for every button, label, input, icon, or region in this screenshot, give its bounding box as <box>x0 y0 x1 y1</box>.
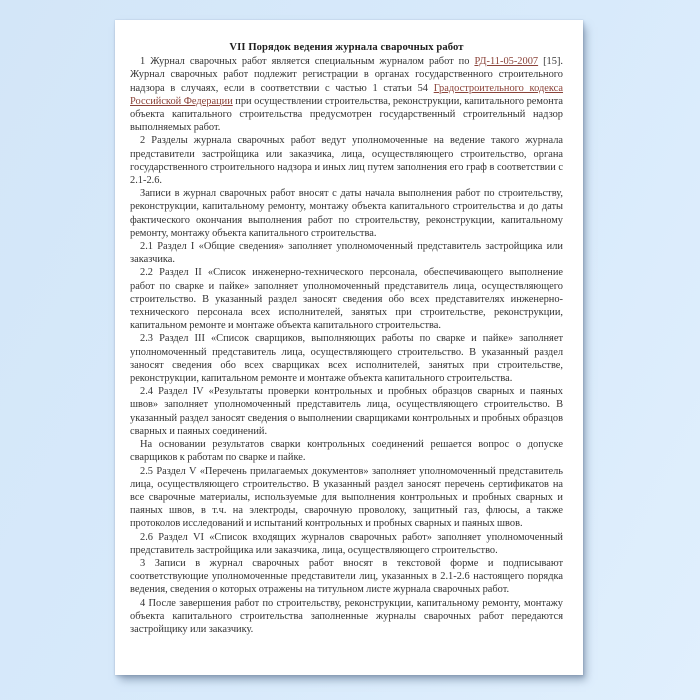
document-page <box>115 20 583 675</box>
paragraph <box>130 187 563 240</box>
paragraph-text: Записи в журнал сварочных работ вносят с даты начала выполнения работ по строительству, реконструкции, капитальному ремонту, монтажу объекта капитального строительства и до даты фактического окончания выполнения работ по строительству, реконструкции, капитальному ремонту, монтажу объекта капитального строительства. <box>130 188 563 239</box>
paragraph <box>130 385 563 438</box>
paragraph-text: 2.1 Раздел I «Общие сведения» заполняет уполномоченный представитель застройщика или заказчика. <box>130 241 563 266</box>
paragraph-text: при осуществлении строительства, реконструкции, капитального ремонта объекта капитального строительства предусмотрен государственный строительный надзор выполняемых работ. <box>130 95 563 134</box>
paragraph-text: 1 Журнал сварочных работ является специальным журналом работ по <box>140 56 475 68</box>
paragraph-text: 2.5 Раздел V «Перечень прилагаемых документов» заполняет уполномоченный представитель лица, осуществляющего строительство. В указанный раздел заносят перечень сертификатов на все сварочные материалы, используемые для выполнения контрольных и пробных сварных и паяных швов, в т.ч. на электроды, сварочную проволоку, защитный газ, флюсы, а также протоколов исследований и испытаний контрольных и пробных сварных и паяных швов. <box>130 465 563 530</box>
paragraph-text: 2.3 Раздел III «Список сварщиков, выполняющих работы по сварке и пайке» заполняет уполномоченный представитель лица, осуществляющего строительство. В указанный раздел заносят сведения обо всех сварщиках всех исполнителей, занятых при строительстве, реконструкции, капитальном ремонте и монтаже объекта капитального строительства. <box>130 333 563 385</box>
paragraph <box>130 438 563 464</box>
paragraph <box>130 266 563 332</box>
paragraph-text: 2.6 Раздел VI «Список входящих журналов сварочных работ» заполняет уполномоченный представитель застройщика или заказчика, лица, осуществляющего строительство. <box>130 531 563 556</box>
paragraph <box>130 531 563 557</box>
paragraph-text: 2.4 Раздел IV «Результаты проверки контрольных и пробных образцов сварных и паяных швов» заполняет уполномоченный представитель лица, осуществляющего строительство. В указанный раздел заносят сведения о выполнении сварщиками контрольных и пробных образцов сварных и паяных соединений. <box>130 386 563 437</box>
paragraph <box>130 465 563 531</box>
link-rd-11-05-2007[interactable]: РД-11-05-2007 <box>474 56 539 68</box>
paragraph-text: 2 Разделы журнала сварочных работ ведут уполномоченные на ведение такого журнала представители застройщика или заказчика, лица, осуществляющего строительство, органа государственного строительного надзора и иных лиц путем заполнения его граф в соответствии с 2.1-2.6. <box>130 135 563 187</box>
paragraph <box>130 332 563 385</box>
paragraph <box>130 134 563 187</box>
paragraph-text: 3 Записи в журнал сварочных работ вносят в текстовой форме и подписывают соответствующие уполномоченные представители лиц, указанных в 2.1-2.6 настоящего порядка ведения, сведения о которых отражены на титульном листе журнала сварочных работ. <box>130 557 563 596</box>
paragraph <box>130 240 563 266</box>
link-gradostroitelny-kodeks[interactable]: Градостроительного кодекса Российской Федерации <box>130 82 564 107</box>
paragraph <box>130 55 563 134</box>
paragraph <box>130 597 563 637</box>
paragraph-text: 4 После завершения работ по строительству, реконструкции, капитальному ремонту, монтажу объекта капитального строительства заполненные журналы сварочных работ передаются застройщику или заказчику. <box>130 597 563 635</box>
paragraph-text: 2.2 Раздел II «Список инженерно-технического персонала, обеспечивающего выполнение работ по сварке и пайке» заполняет уполномоченный представитель лица, осуществляющего строительство. В указанный раздел заносят сведения обо всех представителях инженерно-технического персонала всех исполнителей, занятых при строительстве, реконструкции, капитальном ремонте и монтаже объекта капитального строительства. <box>130 267 563 332</box>
paragraph <box>130 557 563 597</box>
paragraph-text: На основании результатов сварки контрольных соединений решается вопрос о допуске сварщиков к работам по сварке и пайке. <box>130 439 563 464</box>
document-body <box>130 55 563 636</box>
document-title: VII Порядок ведения журнала сварочных работ <box>229 42 464 53</box>
paragraph-text: [15]. Журнал сварочных работ подлежит регистрации в органах государственного строительного надзора в случаях, если в соответствии с частью 1 статьи 54 <box>130 56 563 94</box>
